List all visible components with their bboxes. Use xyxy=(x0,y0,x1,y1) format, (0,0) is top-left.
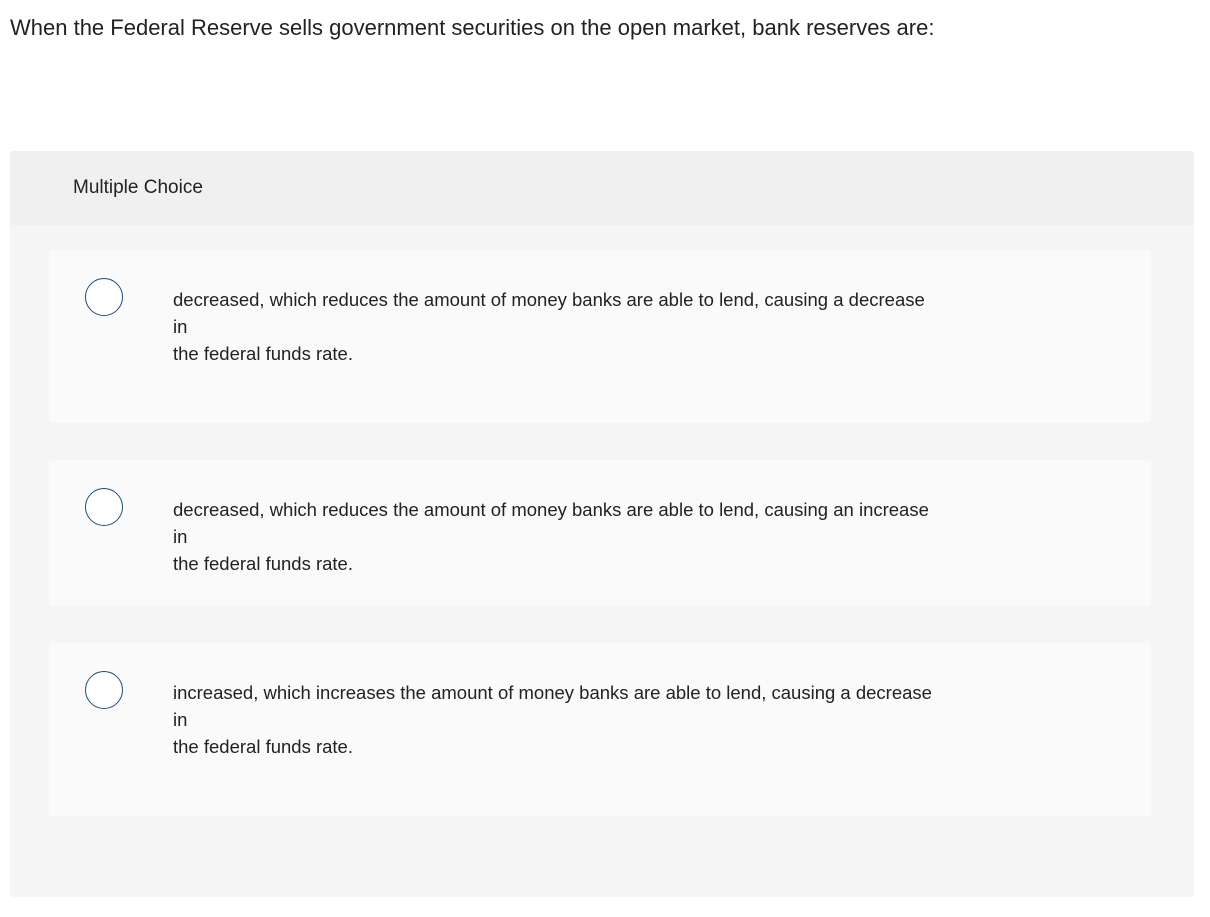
multiple-choice-panel xyxy=(10,151,1194,897)
choice-2-line-3: the federal funds rate. xyxy=(173,553,353,574)
choice-3-text xyxy=(173,679,1073,760)
answer-choice-3[interactable] xyxy=(49,643,1151,816)
choice-3-line-2: in xyxy=(173,709,188,730)
radio-button-choice-2[interactable] xyxy=(85,488,123,526)
choice-1-line-1: decreased, which reduces the amount of money banks are able to lend, causing a decrease xyxy=(173,289,925,310)
choice-2-line-2: in xyxy=(173,526,188,547)
choice-1-line-2: in xyxy=(173,316,188,337)
choice-1-line-3: the federal funds rate. xyxy=(173,343,353,364)
multiple-choice-label: Multiple Choice xyxy=(73,177,203,198)
answer-choice-1[interactable] xyxy=(49,250,1151,423)
answer-choice-2[interactable] xyxy=(49,460,1151,606)
multiple-choice-header xyxy=(10,151,1194,225)
radio-button-choice-3[interactable] xyxy=(85,671,123,709)
choice-2-line-1: decreased, which reduces the amount of money banks are able to lend, causing an increase xyxy=(173,499,929,520)
question-text: When the Federal Reserve sells government securities on the open market, bank reserves are: xyxy=(10,15,935,40)
choice-3-line-3: the federal funds rate. xyxy=(173,736,353,757)
choice-1-text xyxy=(173,286,1073,367)
choice-2-text xyxy=(173,496,1073,577)
choice-3-line-1: increased, which increases the amount of money banks are able to lend, causing a decrease xyxy=(173,682,932,703)
radio-button-choice-1[interactable] xyxy=(85,278,123,316)
